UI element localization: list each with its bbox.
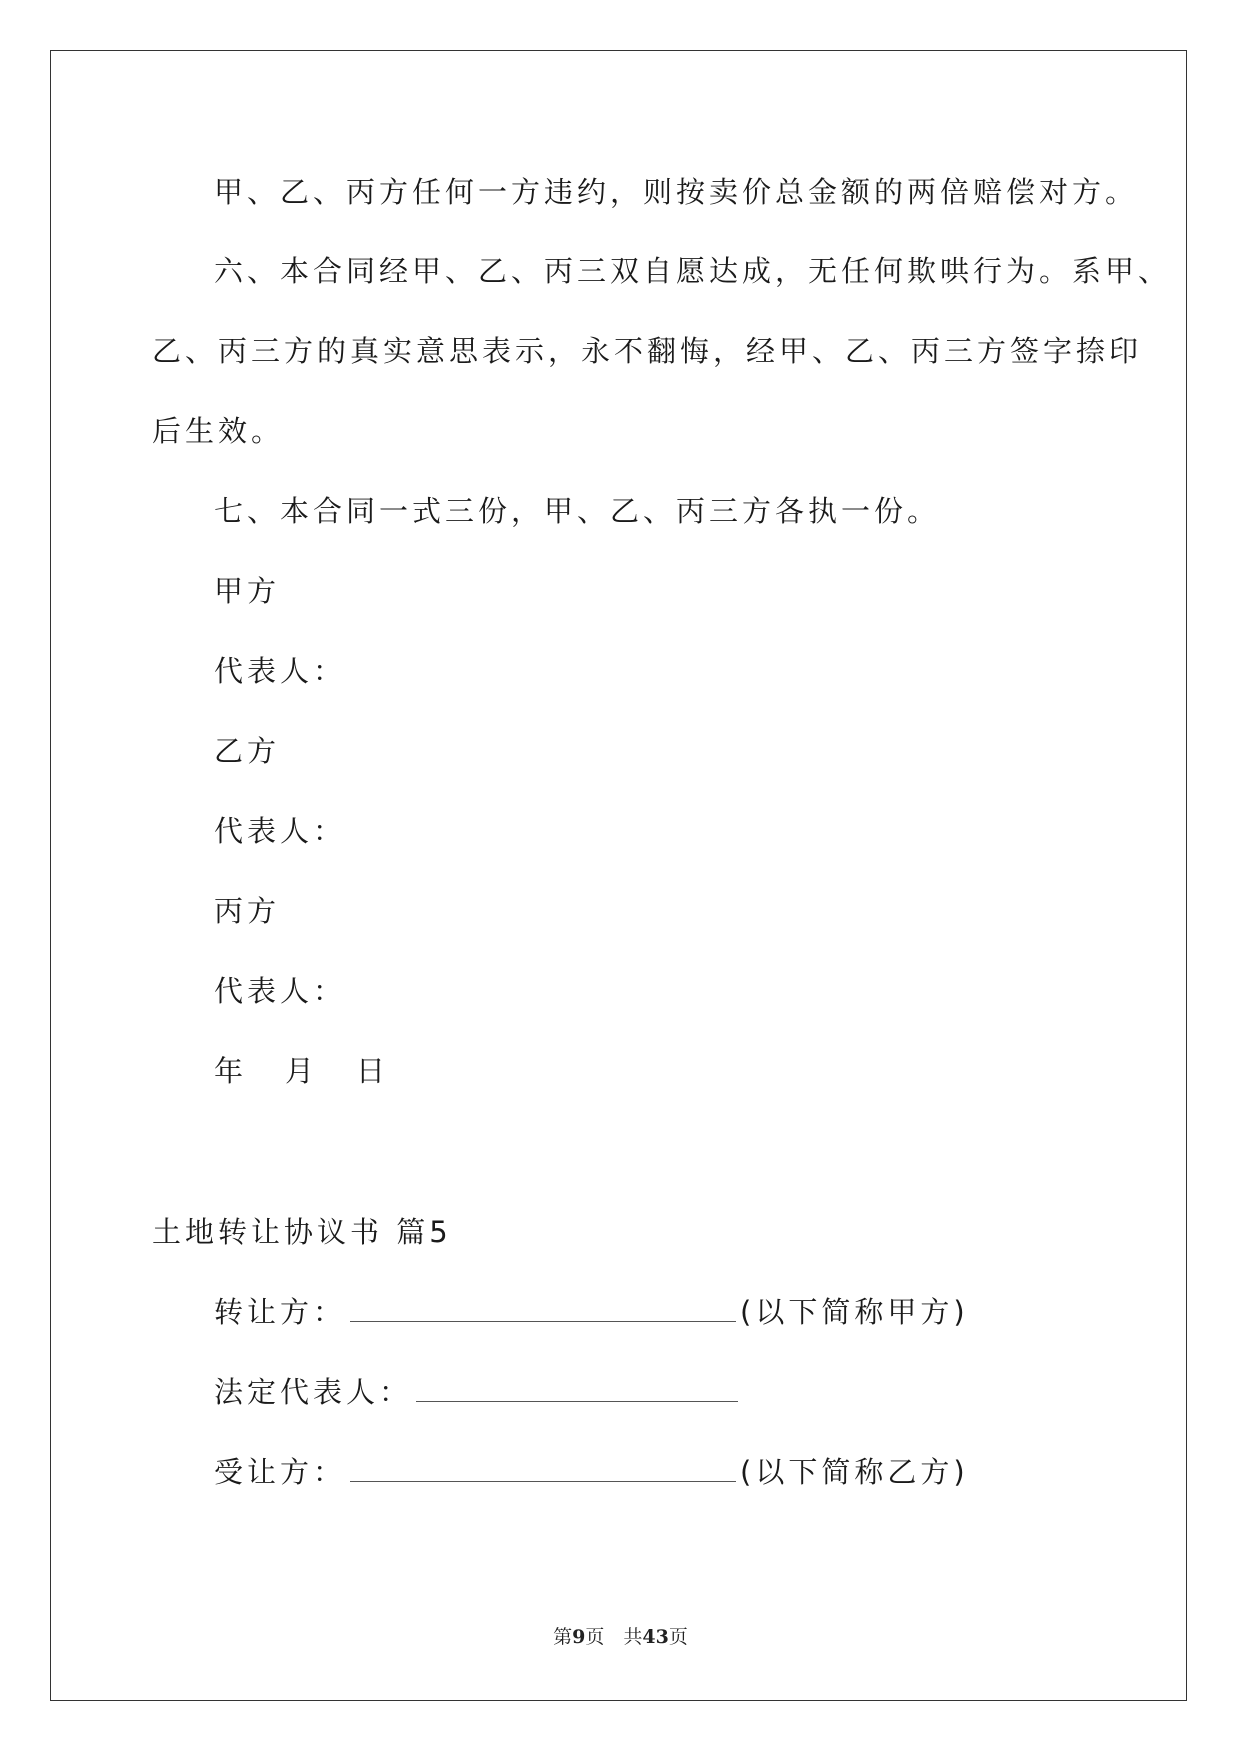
party-a-representative: 代表人： [214, 654, 347, 688]
party-c-representative: 代表人： [214, 974, 347, 1008]
total-page-number: 43 [642, 1626, 669, 1648]
date-year: 年 [214, 1054, 248, 1088]
clause-six-line2: 乙、丙三方的真实意思表示，永不翻悔，经甲、乙、丙三方签字捺印 [152, 334, 1143, 368]
page-footer [0, 1622, 1241, 1649]
transferor-note: (以下简称甲方) [740, 1295, 969, 1329]
legal-rep-row [214, 1372, 742, 1412]
party-b-representative: 代表人： [214, 814, 347, 848]
transferor-blank [350, 1293, 736, 1322]
party-b-label: 乙方 [214, 734, 281, 768]
transferee-note: (以下简称乙方) [740, 1455, 969, 1489]
footer-prefix: 第 [553, 1626, 573, 1648]
clause-seven: 七、本合同一式三份，甲、乙、丙三方各执一份。 [214, 494, 941, 528]
signing-date [214, 1051, 389, 1091]
transferor-row [214, 1292, 969, 1332]
footer-mid: 页 共 [585, 1626, 643, 1648]
footer-suffix: 页 [668, 1626, 688, 1648]
legal-rep-label: 法定代表人： [214, 1375, 413, 1409]
legal-rep-blank [416, 1373, 738, 1402]
breach-clause: 甲、乙、丙方任何一方违约，则按卖价总金额的两倍赔偿对方。 [214, 175, 1139, 209]
section-title: 土地转让协议书 篇5 [152, 1215, 452, 1249]
date-day: 日 [356, 1054, 390, 1088]
transferee-blank [350, 1453, 736, 1482]
date-month: 月 [285, 1054, 319, 1088]
party-a-label: 甲方 [214, 574, 281, 608]
party-c-label: 丙方 [214, 894, 281, 928]
current-page-number: 9 [572, 1626, 586, 1648]
transferor-label: 转让方： [214, 1295, 347, 1329]
transferee-label: 受让方： [214, 1455, 347, 1489]
clause-six-line1: 六、本合同经甲、乙、丙三双自愿达成，无任何欺哄行为。系甲、 [214, 254, 1172, 288]
clause-six-line3: 后生效。 [152, 414, 285, 448]
transferee-row [214, 1452, 969, 1492]
